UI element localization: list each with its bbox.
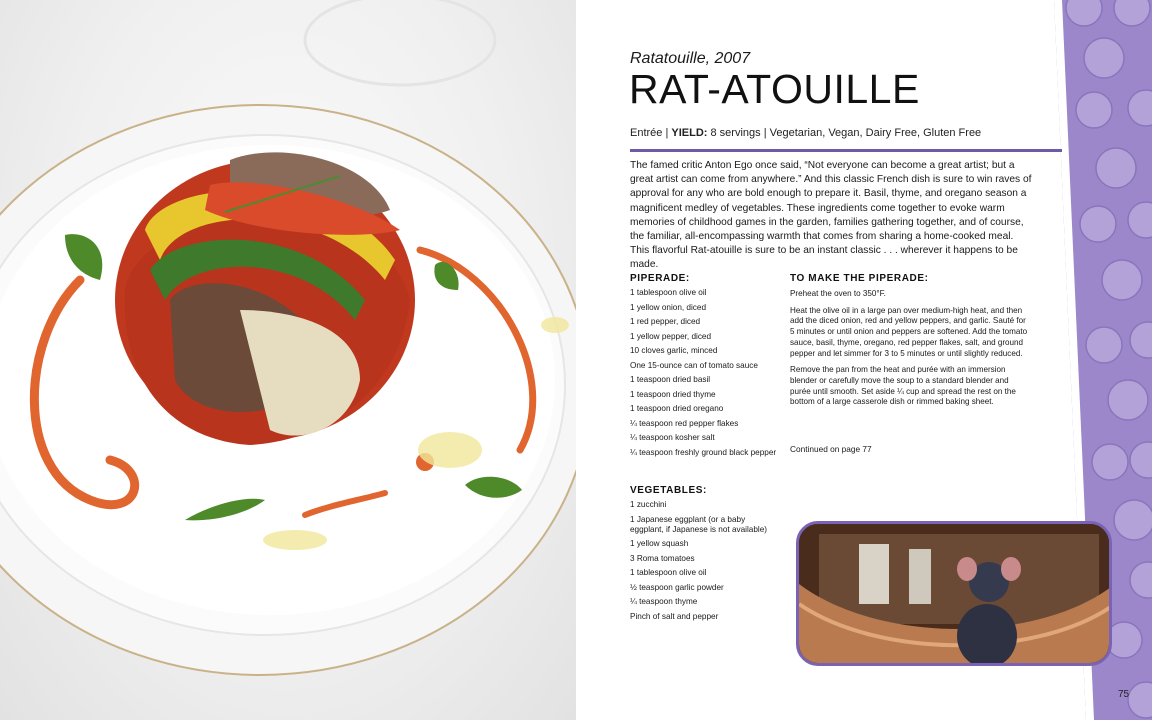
meta-yield-label: YIELD: — [671, 127, 708, 139]
piperade-item: 1 yellow onion, diced — [630, 302, 707, 312]
meta-course: Entrée | — [630, 127, 672, 139]
method-step: Heat the olive oil in a large pan over medium-high heat, and then add the diced onion, red and yellow peppers, and garlic. Sauté for 5 minutes or until onion and peppers are softened. Add the tomato sauce, basil, thyme, oregano, red pepper flakes, salt, and ground pepper and let simmer for 3 to 5 minutes or until slightly reduced. — [790, 305, 1028, 358]
vegetables-item: 1 tablespoon olive oil — [630, 568, 707, 577]
method-step: Remove the pan from the heat and purée with an immersion blender or carefully move the soup to a standard blender and purée until smooth. Set aside ¼ cup and spread the rest on the bottom of a large casserole dish or rimmed baking sheet. — [790, 365, 1016, 407]
vegetables-item: ½ teaspoon garlic powder — [630, 582, 724, 592]
intro-paragraph: The famed critic Anton Ego once said, “Not everyone can become a great artist; but a great artist can come from anywhere.” And this classic French dish is sure to win raves of approval for any who are bold enough to prepare it. Basil, thyme, and oregano season a magnificent medley of vegetables. These ingredients come together to evoke warm memories of childhood games in the garden, families gathering together, and of course, the familiar, all-encompassing warmth that comes from sharing a home-cooked meal. This flavorful Rat-atouille is sure to be an instant classic . . . wherever it happens to be made. — [630, 160, 1032, 271]
vegetables-item: 1 yellow squash — [630, 539, 689, 548]
piperade-item: 1 tablespoon olive oil — [630, 288, 707, 297]
method-steps — [790, 289, 1030, 414]
recipe-title: RAT-ATOUILLE — [629, 66, 920, 112]
piperade-item: 1 teaspoon dried basil — [630, 375, 711, 384]
piperade-item: 10 cloves garlic, minced — [630, 346, 718, 355]
page-number: 75 — [1118, 689, 1130, 700]
remy-rat-icon — [799, 524, 1112, 666]
title-divider — [630, 149, 1062, 152]
continued-note: Continued on page 77 — [790, 444, 872, 454]
vegetables-item: ¼ teaspoon thyme — [630, 597, 698, 606]
vegetables-item: 3 Roma tomatoes — [630, 553, 695, 563]
vegetables-item: 1 Japanese eggplant (or a baby eggplant, if Japanese is not available) — [630, 514, 768, 534]
piperade-item: 1 teaspoon dried thyme — [630, 389, 716, 399]
ratatouille-photo — [0, 0, 576, 720]
vegetables-item: Pinch of salt and pepper — [630, 611, 719, 621]
piperade-item: 1 teaspoon dried oregano — [630, 404, 724, 413]
piperade-item: ¼ teaspoon red pepper flakes — [630, 418, 739, 428]
recipe-meta — [630, 127, 981, 139]
piperade-ingredient-list — [630, 288, 780, 462]
method-step: Preheat the oven to 350°F. — [790, 289, 886, 298]
meta-details: 8 servings | Vegetarian, Vegan, Dairy Free, Gluten Free — [707, 127, 982, 139]
vegetables-heading: VEGETABLES: — [630, 485, 707, 496]
plate-illustration — [0, 0, 576, 720]
vegetables-item: 1 zucchini — [630, 500, 667, 509]
piperade-item: ¼ teaspoon kosher salt — [630, 433, 715, 442]
piperade-item: 1 yellow pepper, diced — [630, 331, 712, 341]
piperade-heading: PIPERADE: — [630, 273, 690, 284]
vegetables-ingredient-list — [630, 500, 780, 626]
remy-film-still — [796, 521, 1112, 666]
film-subtitle: Ratatouille, 2007 — [630, 50, 751, 67]
method-heading: TO MAKE THE PIPERADE: — [790, 273, 929, 284]
piperade-item: 1 red pepper, diced — [630, 317, 701, 326]
piperade-item: ¼ teaspoon freshly ground black pepper — [630, 447, 777, 457]
piperade-item: One 15-ounce can of tomato sauce — [630, 360, 758, 370]
